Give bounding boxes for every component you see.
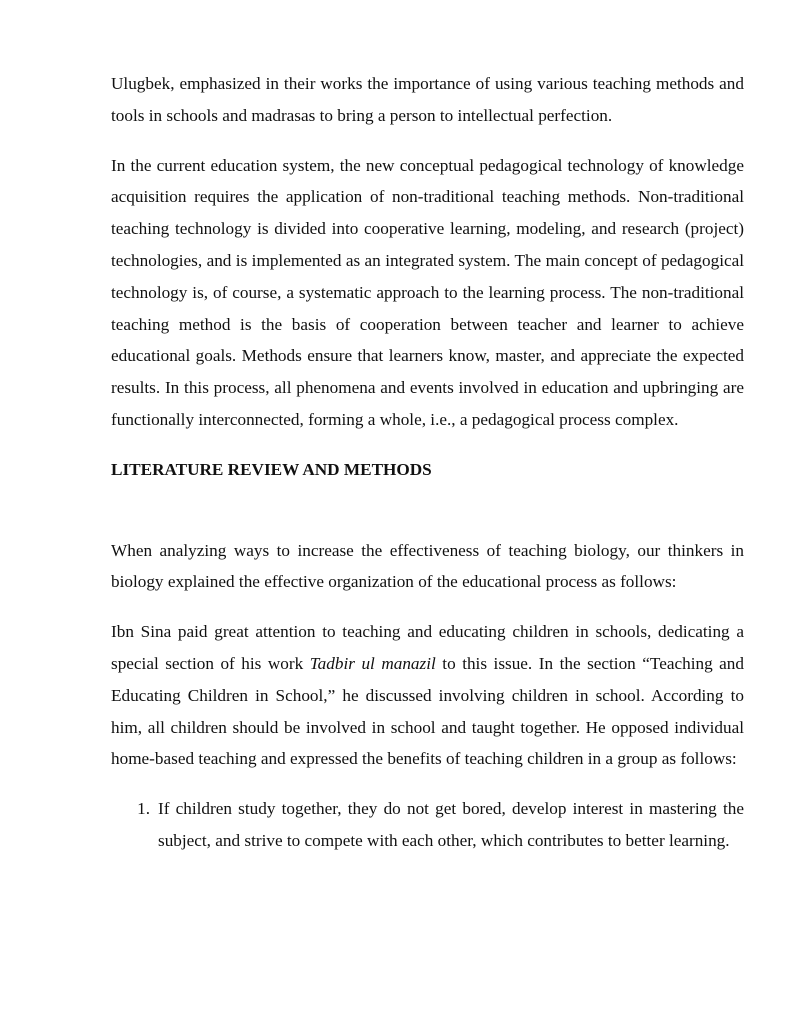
paragraph-ibn-sina-part1: Ibn Sina paid great attention to teaching and educating children in schools, dedicating a special section of his work: [111, 622, 744, 673]
paragraph-intro: Ulugbek, emphasized in their works the importance of using various teaching methods and tools in schools and madrasas to bring a person to intellectual perfection.: [111, 74, 744, 125]
section-heading: LITERATURE REVIEW AND METHODS: [111, 459, 432, 479]
paragraph-ibn-sina: [111, 616, 744, 775]
benefits-list: [111, 793, 744, 857]
paragraph-ibn-sina-part2: to this issue. In the section “Teaching and Educating Children in School,” he discussed involving children in school. According to him, all children should be involved in school and taught together. He opposed individual home-based teaching and expressed the benefits of teaching children in a group as follows:: [111, 653, 744, 769]
paragraph-analysis: When analyzing ways to increase the effectiveness of teaching biology, our thinkers in biology explained the effective organization of the educational process as follows:: [111, 540, 744, 592]
document-page: [111, 68, 744, 857]
paragraph-education-system: In the current education system, the new conceptual pedagogical technology of knowledge acquisition requires the application of non-traditional teaching methods. Non-traditional teaching technology is divided into cooperative learning, modeling, and research (project) technologies, and is implemented as an integrated system. The main concept of pedagogical technology is, of course, a systematic approach to the learning process. The non-traditional teaching method is the basis of cooperation between teacher and learner to achieve educational goals. Methods ensure that learners know, master, and appreciate the expected results. In this process, all phenomena and events involved in education and upbringing are functionally interconnected, forming a whole, i.e., a pedagogical process complex.: [111, 155, 744, 429]
list-item-number: 1.: [137, 799, 150, 819]
list-item: [111, 793, 744, 857]
list-item-text: If children study together, they do not get bored, develop interest in mastering the subject, and strive to compete with each other, which contributes to better learning.: [158, 799, 744, 850]
work-title: Tadbir ul manazil: [309, 653, 436, 673]
